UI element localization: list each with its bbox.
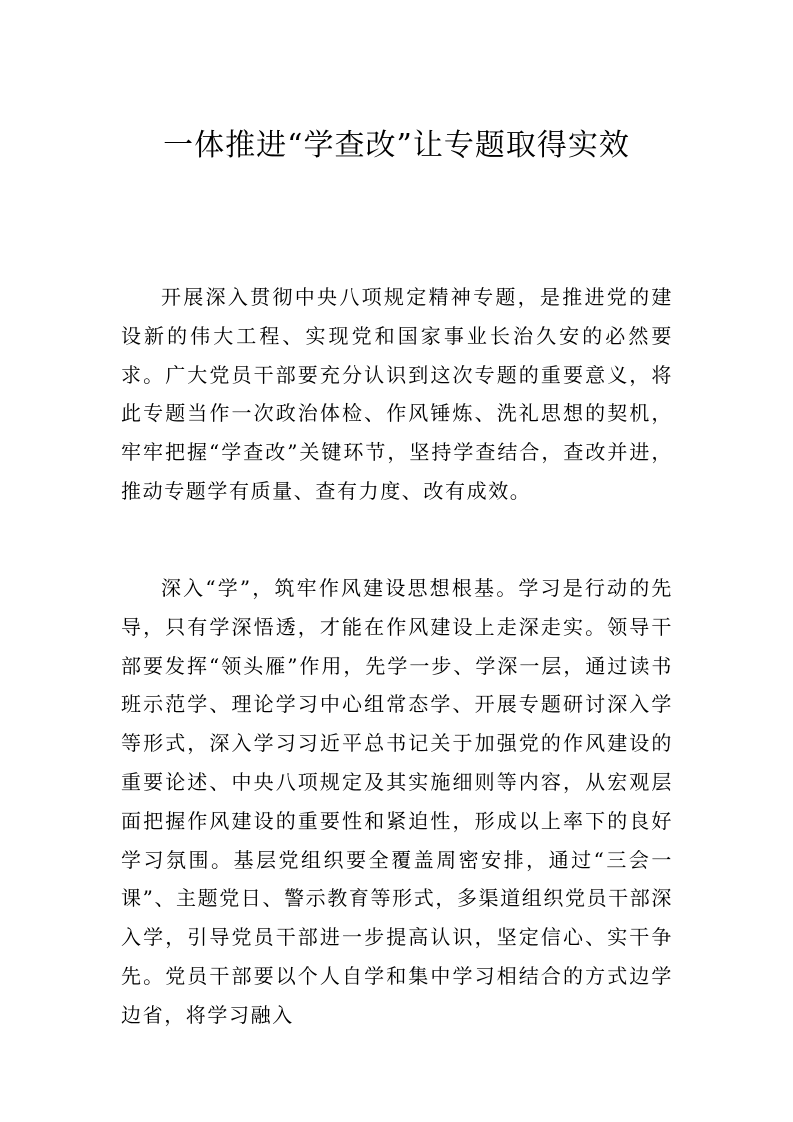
document-title: 一体推进“学查改”让专题取得实效: [163, 128, 630, 163]
body-paragraph: 开展深入贯彻中央八项规定精神专题，是推进党的建设新的伟大工程、实现党和国家事业长治久安的必然要求。广大党员干部要充分认识到这次专题的重要意义，将此专题当作一次政治体检、作风锤炼、洗礼思想的契机，牢牢把握“学查改”关键环节，坚持学查结合，查改并进，推动专题学有质量、查有力度、改有成效。: [121, 285, 673, 503]
body-paragraph: 深入“学”，筑牢作风建设思想根基。学习是行动的先导，只有学深悟透，才能在作风建设上走深走实。领导干部要发挥“领头雁”作用，先学一步、学深一层，通过读书班示范学、理论学习中心组常态学、开展专题研讨深入学等形式，深入学习习近平总书记关于加强党的作风建设的重要论述、中央八项规定及其实施细则等内容，从宏观层面把握作风建设的重要性和紧迫性，形成以上率下的良好学习氛围。基层党组织要全覆盖周密安排，通过“三会一课”、主题党日、警示教育等形式，多渠道组织党员干部深入学，引导党员干部进一步提高认识，坚定信心、实干争先。党员干部要以个人自学和集中学习相结合的方式边学边省，将学习融入: [121, 576, 673, 1027]
